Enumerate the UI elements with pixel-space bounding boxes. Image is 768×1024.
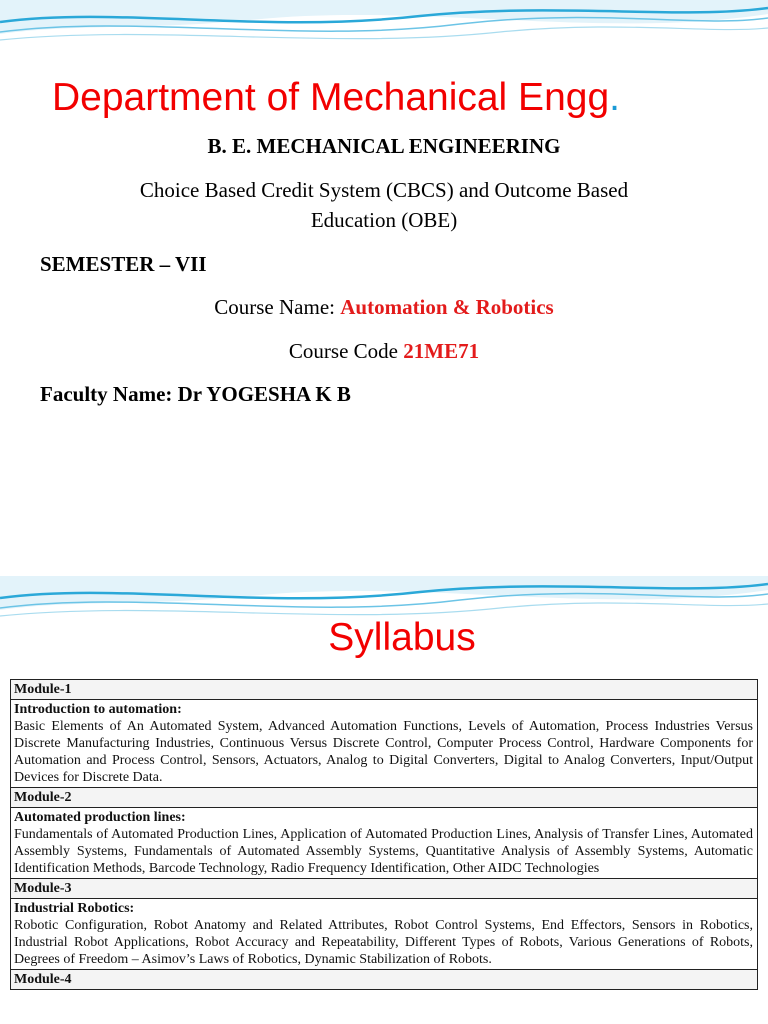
table-row: [11, 879, 758, 899]
module-content: [11, 700, 758, 788]
table-row: [11, 970, 758, 990]
scheme-line-2: Education (OBE): [310, 208, 458, 232]
table-row: [11, 808, 758, 879]
semester: SEMESTER – VII: [40, 252, 207, 276]
slide-title: Department of Mechanical Engg.: [52, 76, 620, 119]
module-header: Module-2: [11, 788, 758, 808]
table-row: [11, 700, 758, 788]
module-text: Fundamentals of Automated Production Lines, Application of Automated Production Lines, Analysis of Transfer Lines, Automated Assembly Systems, Fundamentals of Automated Assembly Systems, Quantitative Analysis of Assembly Systems, Automatic Identification Methods, Barcode Technology, Radio Frequency Identification, Other AIDC Technologies: [14, 827, 753, 876]
module-header: Module-3: [11, 879, 758, 899]
syllabus-title: Syllabus: [328, 616, 476, 659]
slide-separator: [0, 566, 768, 576]
syllabus-table: [10, 679, 758, 990]
faculty-name: Faculty Name: Dr YOGESHA K B: [40, 382, 351, 406]
module-topic: Industrial Robotics:: [14, 901, 135, 916]
table-row: [11, 680, 758, 700]
module-topic: Automated production lines:: [14, 810, 186, 825]
course-code: Course Code 21ME71: [288, 339, 480, 363]
wave-decoration: [0, 0, 768, 80]
module-content: [11, 808, 758, 879]
program-name: B. E. MECHANICAL ENGINEERING: [207, 134, 561, 158]
table-row: [11, 788, 758, 808]
module-text: Robotic Configuration, Robot Anatomy and Related Attributes, Robot Control Systems, End Effectors, Sensors in Robotics, Industrial Robot Applications, Robot Accuracy and Repeatability, Different Types of Robots, Various Generations of Robots, Degrees of Freedom – Asimov’s Laws of Robotics, Dynamic Stabilization of Robots.: [14, 918, 753, 967]
course-name: Course Name: Automation & Robotics: [214, 295, 554, 319]
module-content: [11, 899, 758, 970]
table-row: [11, 899, 758, 970]
module-text: Basic Elements of An Automated System, Advanced Automation Functions, Levels of Automation, Process Industries Versus Discrete Manufacturing Industries, Continuous Versus Discrete Control, Computer Process Control, Hardware Components for Automation and Process Control, Sensors, Actuators, Analog to Digital Converters, Digital to Analog Converters, Input/Output Devices for Discrete Data.: [14, 719, 753, 785]
module-header: Module-1: [11, 680, 758, 700]
module-header: Module-4: [11, 970, 758, 990]
module-topic: Introduction to automation:: [14, 702, 182, 717]
scheme-line-1: Choice Based Credit System (CBCS) and Outcome Based: [139, 178, 629, 202]
